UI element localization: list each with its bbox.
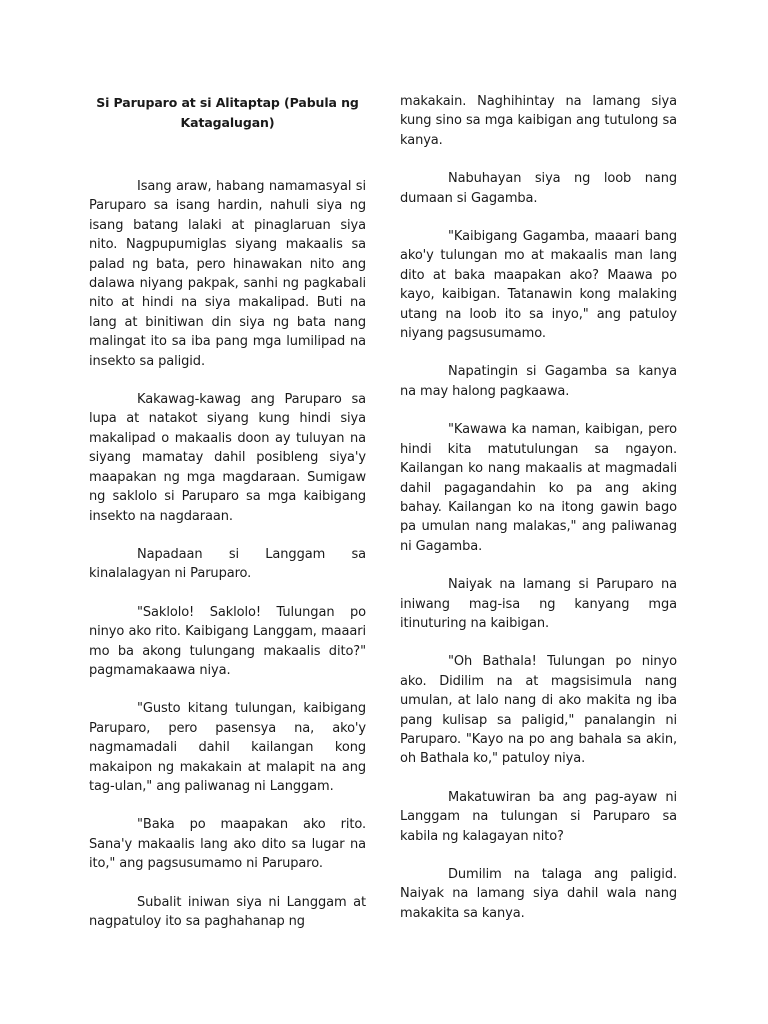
right-column: [400, 92, 677, 942]
paragraph: Napadaan si Langgam sa kinalalagyan ni Paruparo.: [89, 546, 366, 582]
paragraph: "Oh Bathala! Tulungan po ninyo ako. Didilim na at magsisimula nang umulan, at lalo nang di ako makita ng iba pang kulisap sa paligid," panalangin ni Paruparo. "Kayo na po ang bahala sa akin, oh Bathala ko," patuloy niya.: [400, 654, 677, 767]
paragraph: "Baka po maapakan ako rito. Sana'y makaalis lang ako dito sa lugar na ito," ang pagsusumamo ni Paruparo.: [89, 817, 366, 872]
paragraph: Dumilim na talaga ang paligid. Naiyak na lamang siya dahil wala nang makakita sa kanya.: [400, 867, 677, 921]
paragraph: "Saklolo! Saklolo! Tulungan po ninyo ako rito. Kaibigang Langgam, maaari mo ba akong tulungang makaalis dito?" pagmamakaawa niya.: [89, 604, 366, 678]
paragraph: Makatuwiran ba ang pag-ayaw ni Langgam na tulungan si Paruparo sa kabila ng kalagayan nito?: [400, 789, 677, 844]
paragraph: Kakawag-kawag ang Paruparo sa lupa at natakot siyang kung hindi siya makalipad o makaalis doon ay tuluyan na siyang mamatay dahil posibleng siya'y maapakan ng mga magdaraan. Sumigaw ng saklolo si Paruparo sa mga kaibigang insekto na nagdaraan.: [89, 392, 366, 524]
paragraph: Isang araw, habang namamasyal si Paruparo sa isang hardin, nahuli siya ng isang batang lalaki at pinaglaruan siya nito. Nagpupumiglas siyang makaalis sa palad ng bata, pero hinawakan nito ang dalawa niyang pakpak, sanhi ng pagkabali nito at hindi na siya makalipad. Buti na lang at binitiwan din siya ng bata nang malingat ito sa iba pang mga lumilipad na insekto sa paligid.: [89, 179, 366, 369]
paragraph: "Kaibigang Gagamba, maaari bang ako'y tulungan mo at makaalis man lang dito at baka maapakan ako? Maawa po kayo, kaibigan. Tatanawin kong malaking utang na loob ito sa inyo," ang patuloy niyang pagsusumamo.: [400, 229, 677, 342]
paragraph: Subalit iniwan siya ni Langgam at nagpatuloy ito sa paghahanap ng: [89, 894, 366, 929]
paragraph-continuation: makakain. Naghihintay na lamang siya kung sino sa mga kaibigan ang tutulong sa kanya.: [400, 94, 677, 148]
page-title: Si Paruparo at si Alitaptap (Pabula ng Katagalugan): [96, 95, 359, 130]
left-column: [89, 92, 366, 950]
paragraph: Naiyak na lamang si Paruparo na iniwang mag-isa ng kanyang mga itinuturing na kaibigan.: [400, 577, 677, 631]
paragraph: Napatingin si Gagamba sa kanya na may halong pagkaawa.: [400, 364, 677, 399]
paragraph: "Gusto kitang tulungan, kaibigang Paruparo, pero pasensya na, ako'y nagmamadali dahil kailangan kong makaipon ng makakain at malapit na ang tag-ulan," ang paliwanag ni Langgam.: [89, 701, 366, 794]
paragraph: Nabuhayan siya ng loob nang dumaan si Gagamba.: [400, 171, 677, 206]
paragraph: "Kawawa ka naman, kaibigan, pero hindi kita matutulungan sa ngayon. Kailangan ko nang makaalis at magmadali dahil pagagandahin ko pa ang aking bahay. Kailangan ko na itong gawin bago pa umulan nang malakas," ang paliwanag ni Gagamba.: [400, 422, 677, 554]
